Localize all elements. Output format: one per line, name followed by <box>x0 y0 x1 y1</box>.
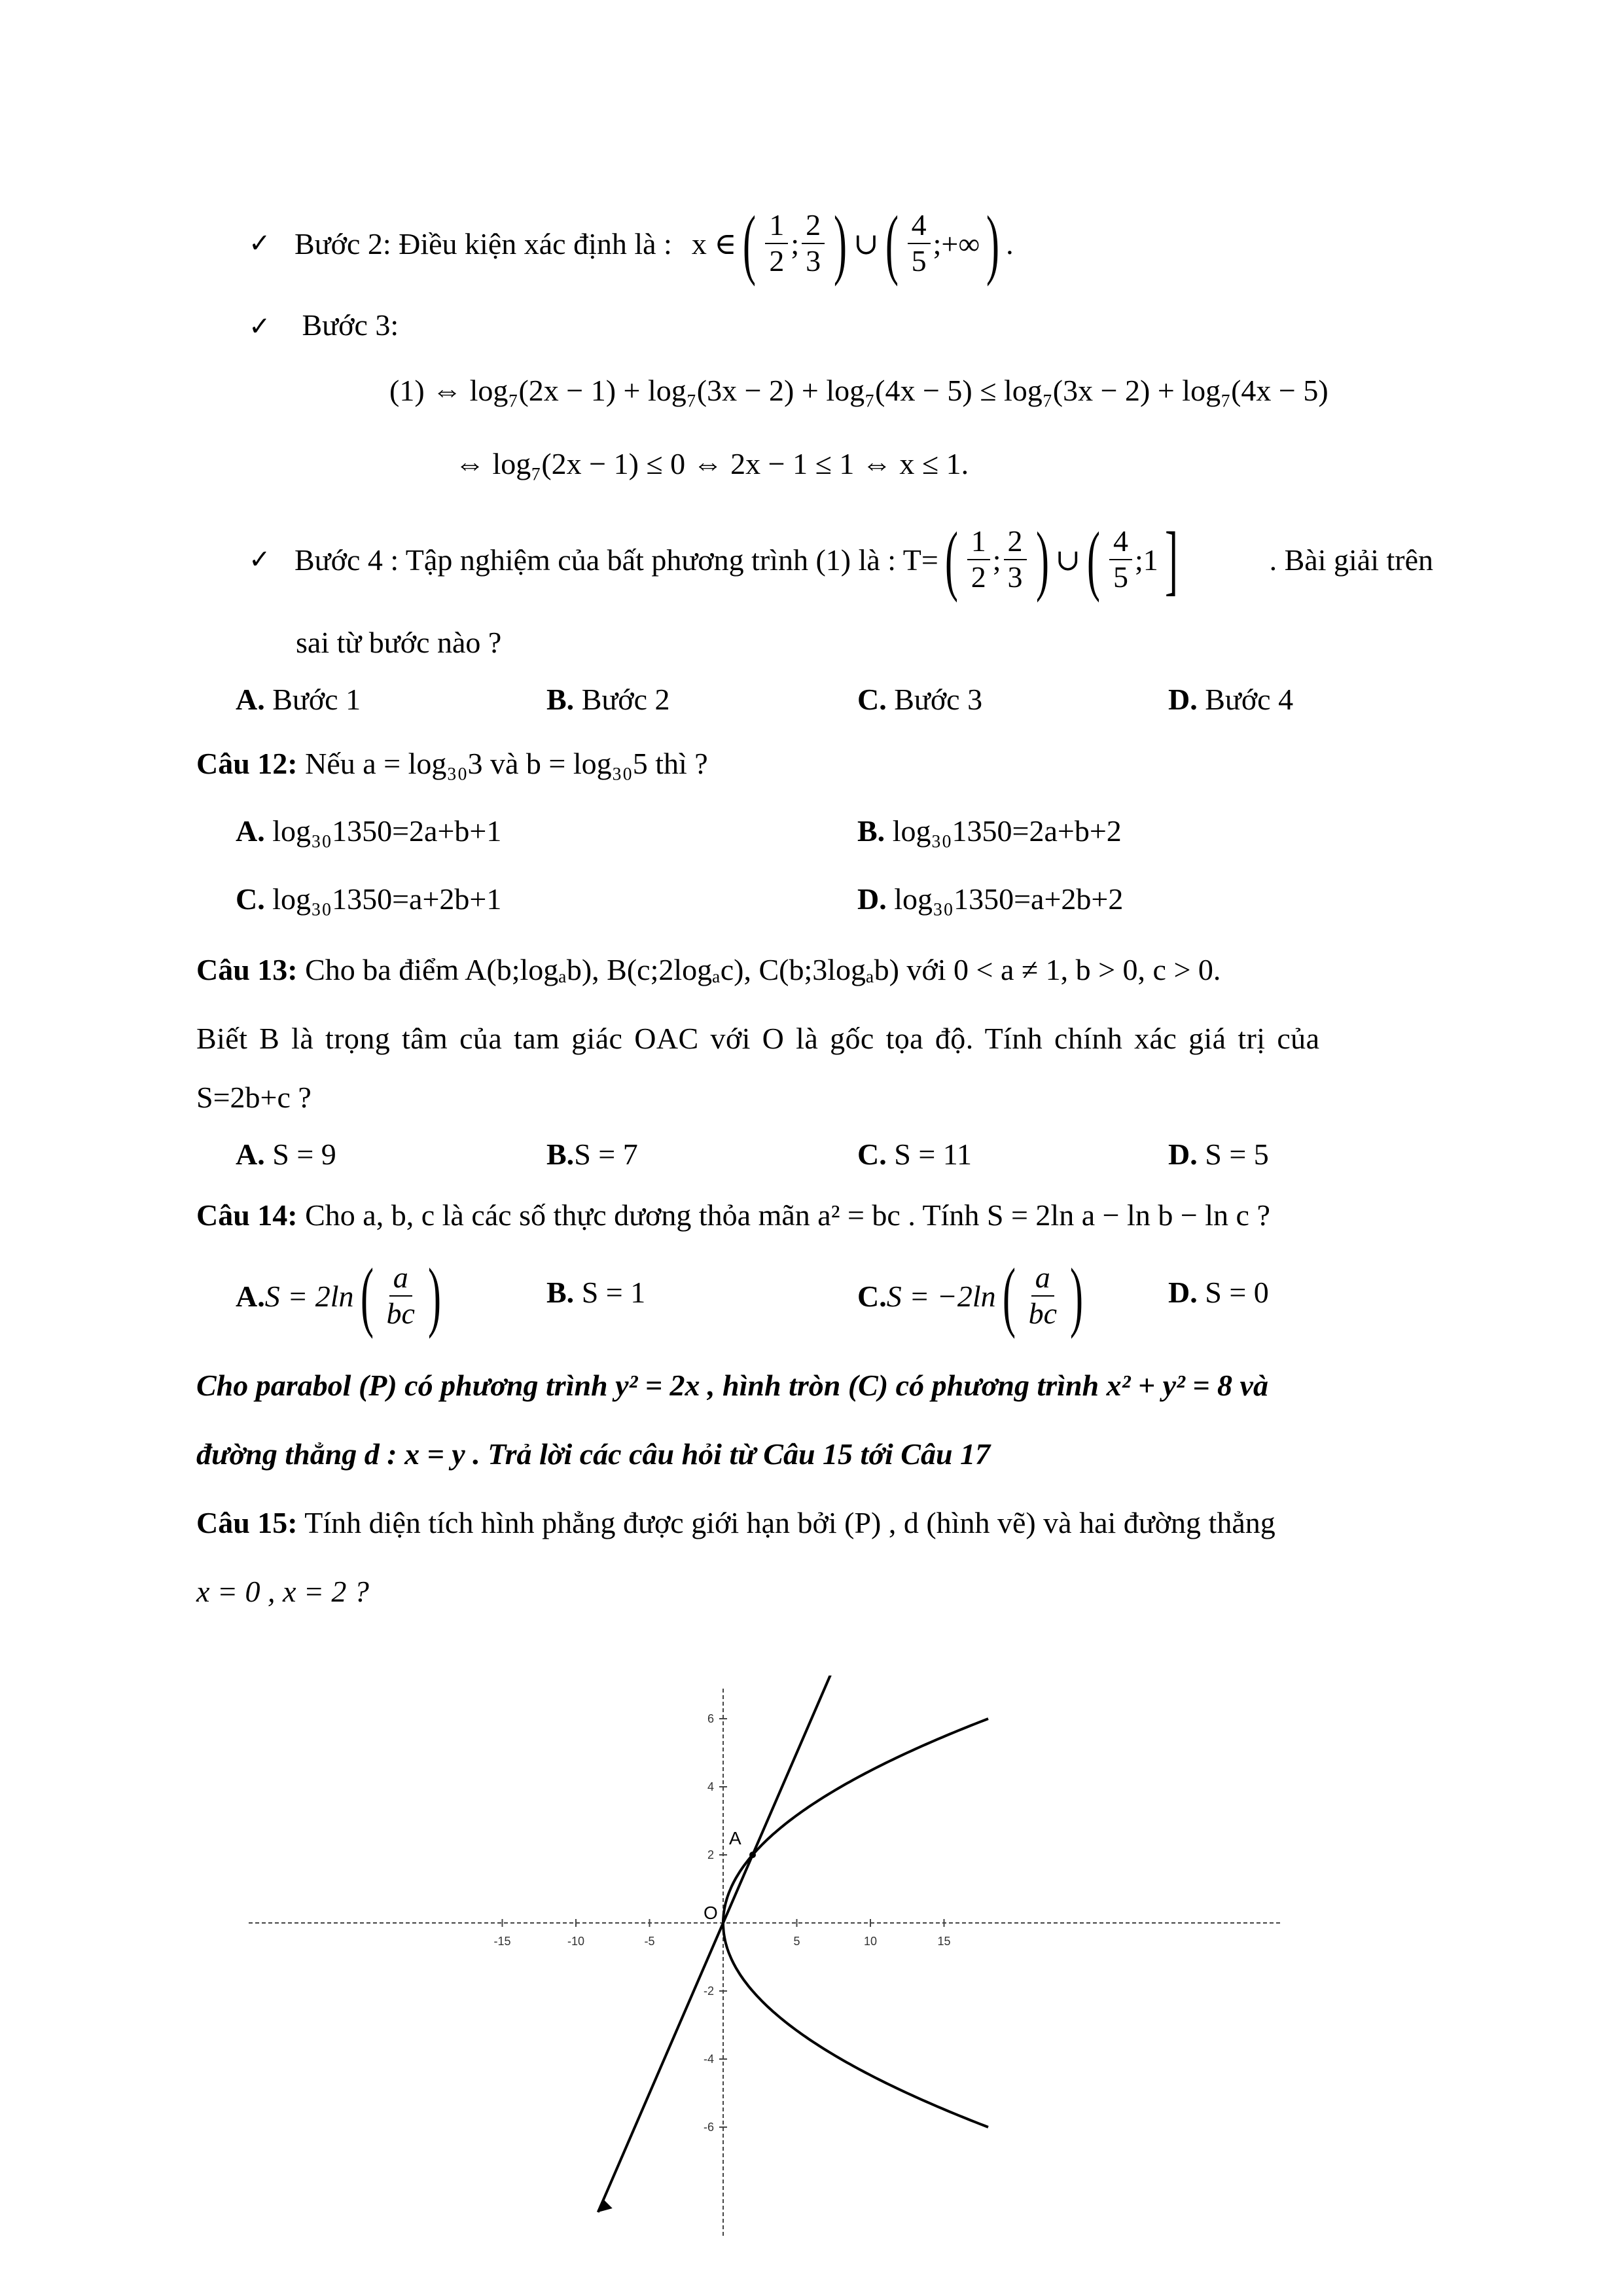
frac-2-3: $\frac{2}{3}$ <box>802 208 825 279</box>
context-line-2: đường thẳng d : x = y . Trả lời các câu hỏi từ Câu 15 tới Câu 17 <box>196 1437 991 1471</box>
q14-question <box>196 1198 1270 1232</box>
q11-option-b[interactable]: B. Bước 2 <box>546 683 670 716</box>
q13-line-1: Câu 13: Cho ba điểm A(b;logₐb), B(c;2logₐc), C(b;3logₐb) với 0 < a ≠ 1, b > 0, c > 0. <box>196 953 1221 986</box>
q13-option-b[interactable]: B.S = 7 <box>546 1138 638 1171</box>
q13-line-2: Biết B là trọng tâm của tam giác OAC với O là gốc tọa độ. Tính chính xác giá trị của <box>196 1022 1320 1055</box>
q11-option-c[interactable]: C. Bước 3 <box>857 683 983 716</box>
q14-option-b[interactable]: B. S = 1 <box>546 1276 646 1309</box>
x-tick-label: 5 <box>793 1935 800 1948</box>
q14-option-a[interactable]: A. S = 2ln ( $\frac{a}{bc}$ ) <box>236 1252 441 1339</box>
step-3 <box>249 308 399 342</box>
step-4-line-2: sai từ bước nào ? <box>296 626 502 659</box>
q13-head: Câu 13: <box>196 953 298 986</box>
point-a <box>749 1852 756 1858</box>
x-tick-label: -15 <box>493 1935 511 1948</box>
y-tick-label: -4 <box>703 2053 714 2066</box>
step-4: ✓ Bước 4 : Tập nghiệm của bất phương trình (1) là : T= ( $\frac{1}{2}$ ; $\frac{2}{3}$ ) ∪ ( $\frac{4}{5}$ ;1 ] . Bài giải trên <box>249 516 1433 603</box>
q14-text: Cho a, b, c là các số thực dương thỏa mãn a² = bc . Tính S = 2ln a − ln b − ln c ? <box>297 1198 1270 1232</box>
step-3-label: Bước 3: <box>302 308 399 342</box>
q12-option-a[interactable]: A. log₃₀1350=2a+b+1 <box>236 814 502 848</box>
y-tick-label: 2 <box>707 1848 714 1861</box>
q13-line-3: S=2b+c ? <box>196 1081 312 1114</box>
y-tick-label: 6 <box>707 1712 714 1725</box>
y-tick-label: 4 <box>707 1780 714 1793</box>
line-d <box>598 1676 841 2212</box>
q12-option-d[interactable]: D. log₃₀1350=a+2b+2 <box>857 882 1124 916</box>
step-4-after: . Bài giải trên <box>1269 543 1433 577</box>
check-icon: ✓ <box>249 545 271 575</box>
q13-option-c[interactable]: C. S = 11 <box>857 1138 972 1171</box>
q14-option-c[interactable]: C. S = −2ln ( $\frac{a}{bc}$ ) <box>857 1252 1083 1339</box>
q11-option-a[interactable]: A. Bước 1 <box>236 683 361 716</box>
q12-option-b[interactable]: B. log₃₀1350=2a+b+2 <box>857 814 1122 848</box>
frac-1-2: $\frac{1}{2}$ <box>765 208 788 279</box>
parabola-lower-branch <box>723 1923 988 2127</box>
q12-text: Nếu a = log₃₀3 và b = log₃₀5 thì ? <box>297 747 708 780</box>
step-3-line-1: (1) ⇔ log₇(2x − 1) + log₇(3x − 2) + log₇(4x − 5) ≤ log₇(3x − 2) + log₇(4x − 5) <box>389 374 1329 407</box>
x-tick-label: 10 <box>863 1935 878 1948</box>
q15-line-1: Câu 15: Tính diện tích hình phẳng được giới hạn bởi (P) , d (hình vẽ) và hai đường thẳng <box>196 1506 1275 1539</box>
check-icon: ✓ <box>249 228 271 259</box>
x-tick-label: -5 <box>644 1935 655 1948</box>
step-3-line-2: ⇔ log₇(2x − 1) ≤ 0 ⇔ 2x − 1 ≤ 1 ⇔ x ≤ 1. <box>455 447 969 480</box>
q12-question <box>196 746 708 781</box>
point-o-label: O <box>704 1903 718 1923</box>
q13-option-d[interactable]: D. S = 5 <box>1168 1138 1269 1171</box>
x-tick-label: -10 <box>567 1935 585 1948</box>
check-icon: ✓ <box>249 312 271 342</box>
step-2-label: Bước 2: Điều kiện xác định là : <box>294 226 672 260</box>
q14-head: Câu 14: <box>196 1198 298 1232</box>
x-tick-label: 15 <box>937 1935 951 1948</box>
q12-option-c[interactable]: C. log₃₀1350=a+2b+1 <box>236 882 502 916</box>
step-2-xin: x ∈ <box>691 227 737 260</box>
q11-option-d[interactable]: D. Bước 4 <box>1168 683 1294 716</box>
y-tick-label: -6 <box>703 2121 714 2134</box>
q13-option-a[interactable]: A. S = 9 <box>236 1138 336 1171</box>
q12-head: Câu 12: <box>196 747 298 780</box>
parabola-upper-branch <box>723 1719 988 1923</box>
step-4-label: Bước 4 : Tập nghiệm của bất phương trình (1) là : T= <box>294 543 938 577</box>
context-line-1: Cho parabol (P) có phương trình y² = 2x , hình tròn (C) có phương trình x² + y² = 8 và <box>196 1369 1268 1402</box>
q15-head: Câu 15: <box>196 1506 298 1539</box>
step-2: ✓ Bước 2: Điều kiện xác định là : x ∈ ( $\frac{1}{2}$ ; $\frac{2}{3}$ ) ∪ ( $\frac{4}{5}$ ;+∞ ) . <box>249 200 1014 287</box>
q14-option-d[interactable]: D. S = 0 <box>1168 1276 1269 1309</box>
frac-4-5: $\frac{4}{5}$ <box>908 208 931 279</box>
parabola-line-graph <box>236 1676 1296 2251</box>
y-tick-label: -2 <box>703 1984 714 1998</box>
point-a-label: A <box>729 1828 741 1848</box>
axes <box>249 1689 1283 2238</box>
q15-line-2: x = 0 , x = 2 ? <box>196 1575 369 1608</box>
